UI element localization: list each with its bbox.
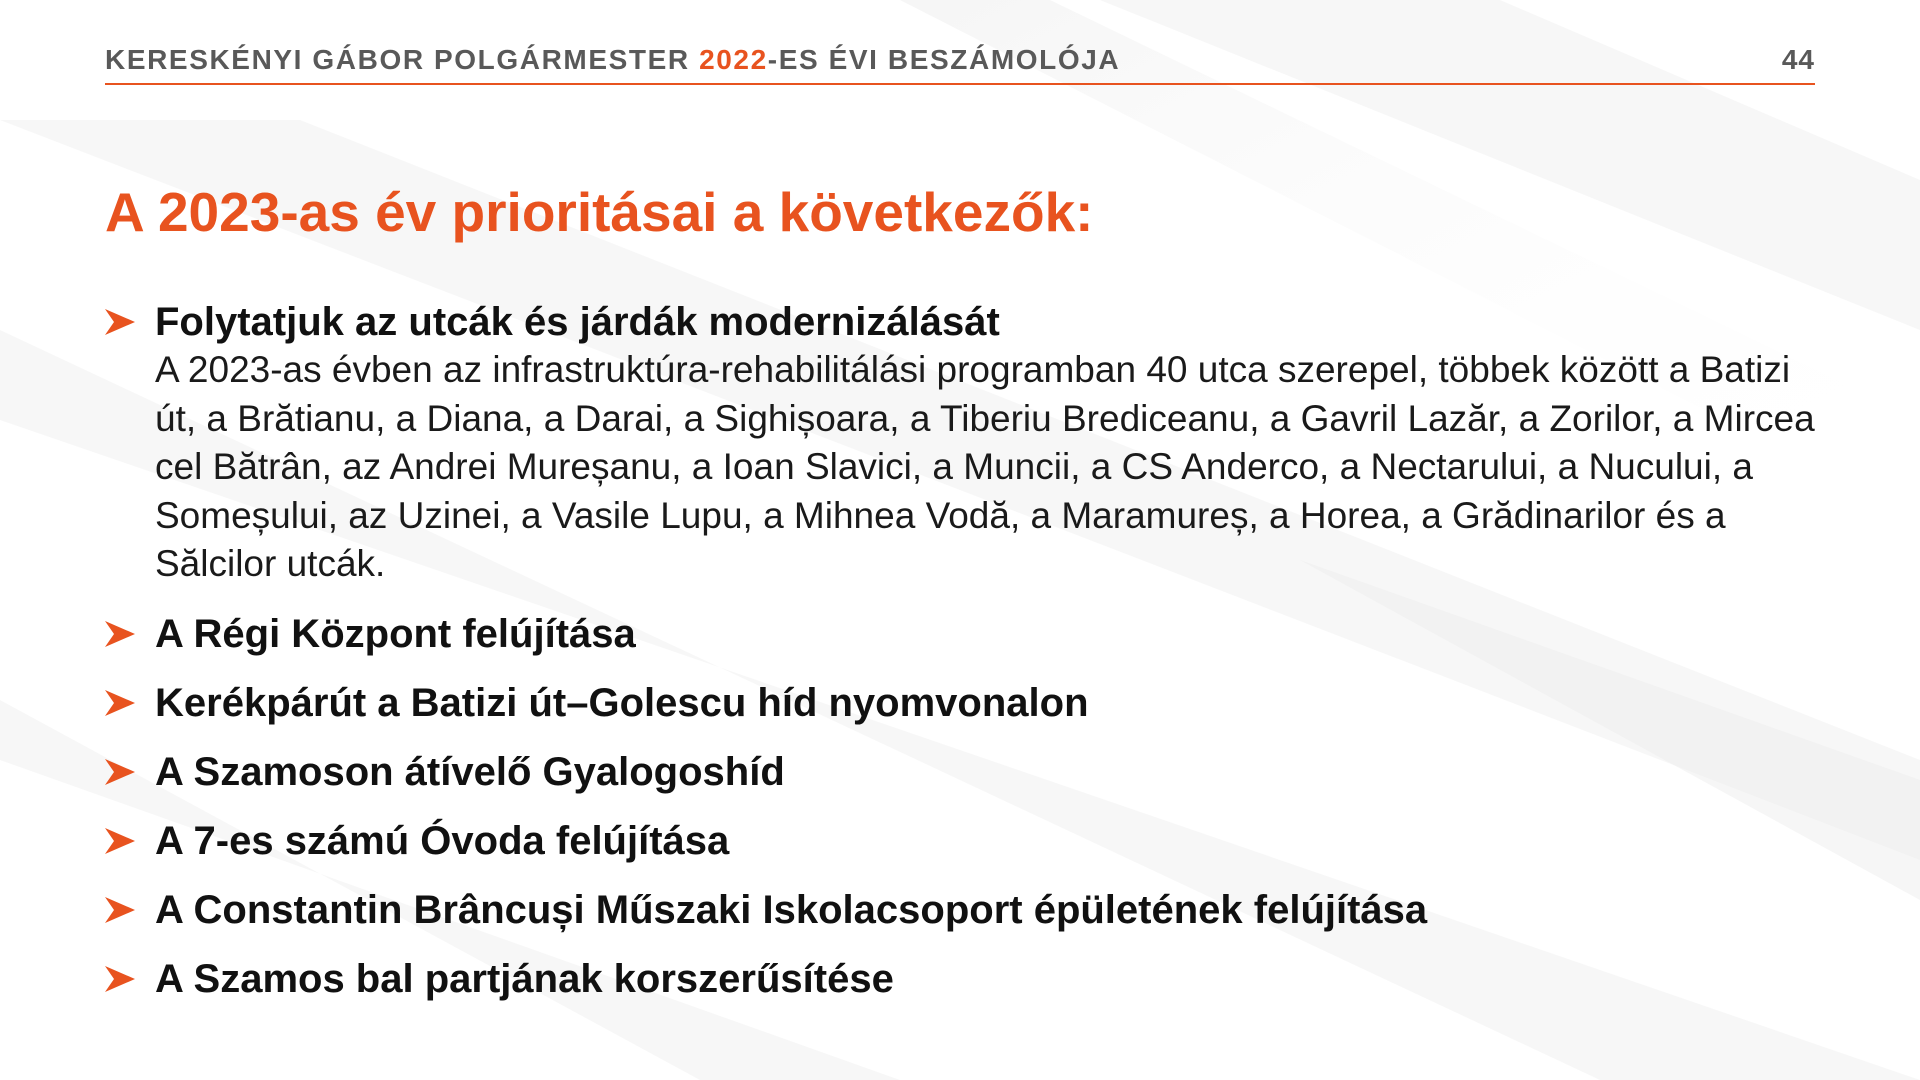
list-item-title: Folytatjuk az utcák és járdák modernizálását [155, 300, 1000, 344]
page-number: 44 [1781, 44, 1815, 75]
list-item-description: A 2023-as évben az infrastruktúra-rehabilitálási programban 40 utca szerepel, többek között a Batizi út, a Brătianu, a Diana, a Darai, a Sighișoara, a Tiberiu Brediceanu, a Gavril Lazăr, a Zorilor, a Mircea cel Bătrân, az Andrei Mureșanu, a Ioan Slavici, a Muncii, a CS Anderco, a Nectarului, a Nucului, a Someșului, az Uzinei, a Vasile Lupu, a Mihnea Vodă, a Maramureș, a Horea, a Grădinarilor és a Sălcilor utcák. [155, 349, 1815, 584]
report-title-suffix: -ES ÉVI BESZÁMOLÓJA [767, 44, 1121, 75]
report-year: 2022 [699, 44, 768, 75]
list-item [105, 955, 1825, 1003]
list-item-title: A Szamos bal partjának korszerűsítése [155, 956, 894, 1001]
list-item [105, 817, 1825, 865]
slide-header [105, 44, 1815, 84]
list-item-title: A Constantin Brâncuși Műszaki Iskolacsoport épületének felújítása [155, 887, 1428, 932]
chevron-right-icon [105, 621, 135, 647]
chevron-right-icon [105, 828, 135, 854]
list-item-title: A Szamoson átívelő Gyalogoshíd [155, 749, 785, 794]
list-item [105, 679, 1825, 727]
list-item [105, 748, 1825, 796]
report-title [105, 44, 1120, 76]
list-item [105, 886, 1825, 934]
chevron-right-icon [105, 690, 135, 716]
list-item [105, 610, 1825, 658]
chevron-right-icon [105, 309, 135, 335]
chevron-right-icon [105, 966, 135, 992]
list-item-title: A 7-es számú Óvoda felújítása [155, 818, 730, 863]
list-item-title: Kerékpárút a Batizi út–Golescu híd nyomvonalon [155, 680, 1089, 725]
list-item-title: A Régi Központ felújítása [155, 611, 636, 656]
report-title-prefix: KERESKÉNYI GÁBOR POLGÁRMESTER [105, 44, 700, 75]
list-item [105, 298, 1825, 589]
header-divider [105, 83, 1815, 85]
chevron-right-icon [105, 759, 135, 785]
page-title: A 2023-as év prioritásai a következők: [105, 181, 1094, 243]
priority-list [105, 298, 1825, 1024]
chevron-right-icon [105, 897, 135, 923]
